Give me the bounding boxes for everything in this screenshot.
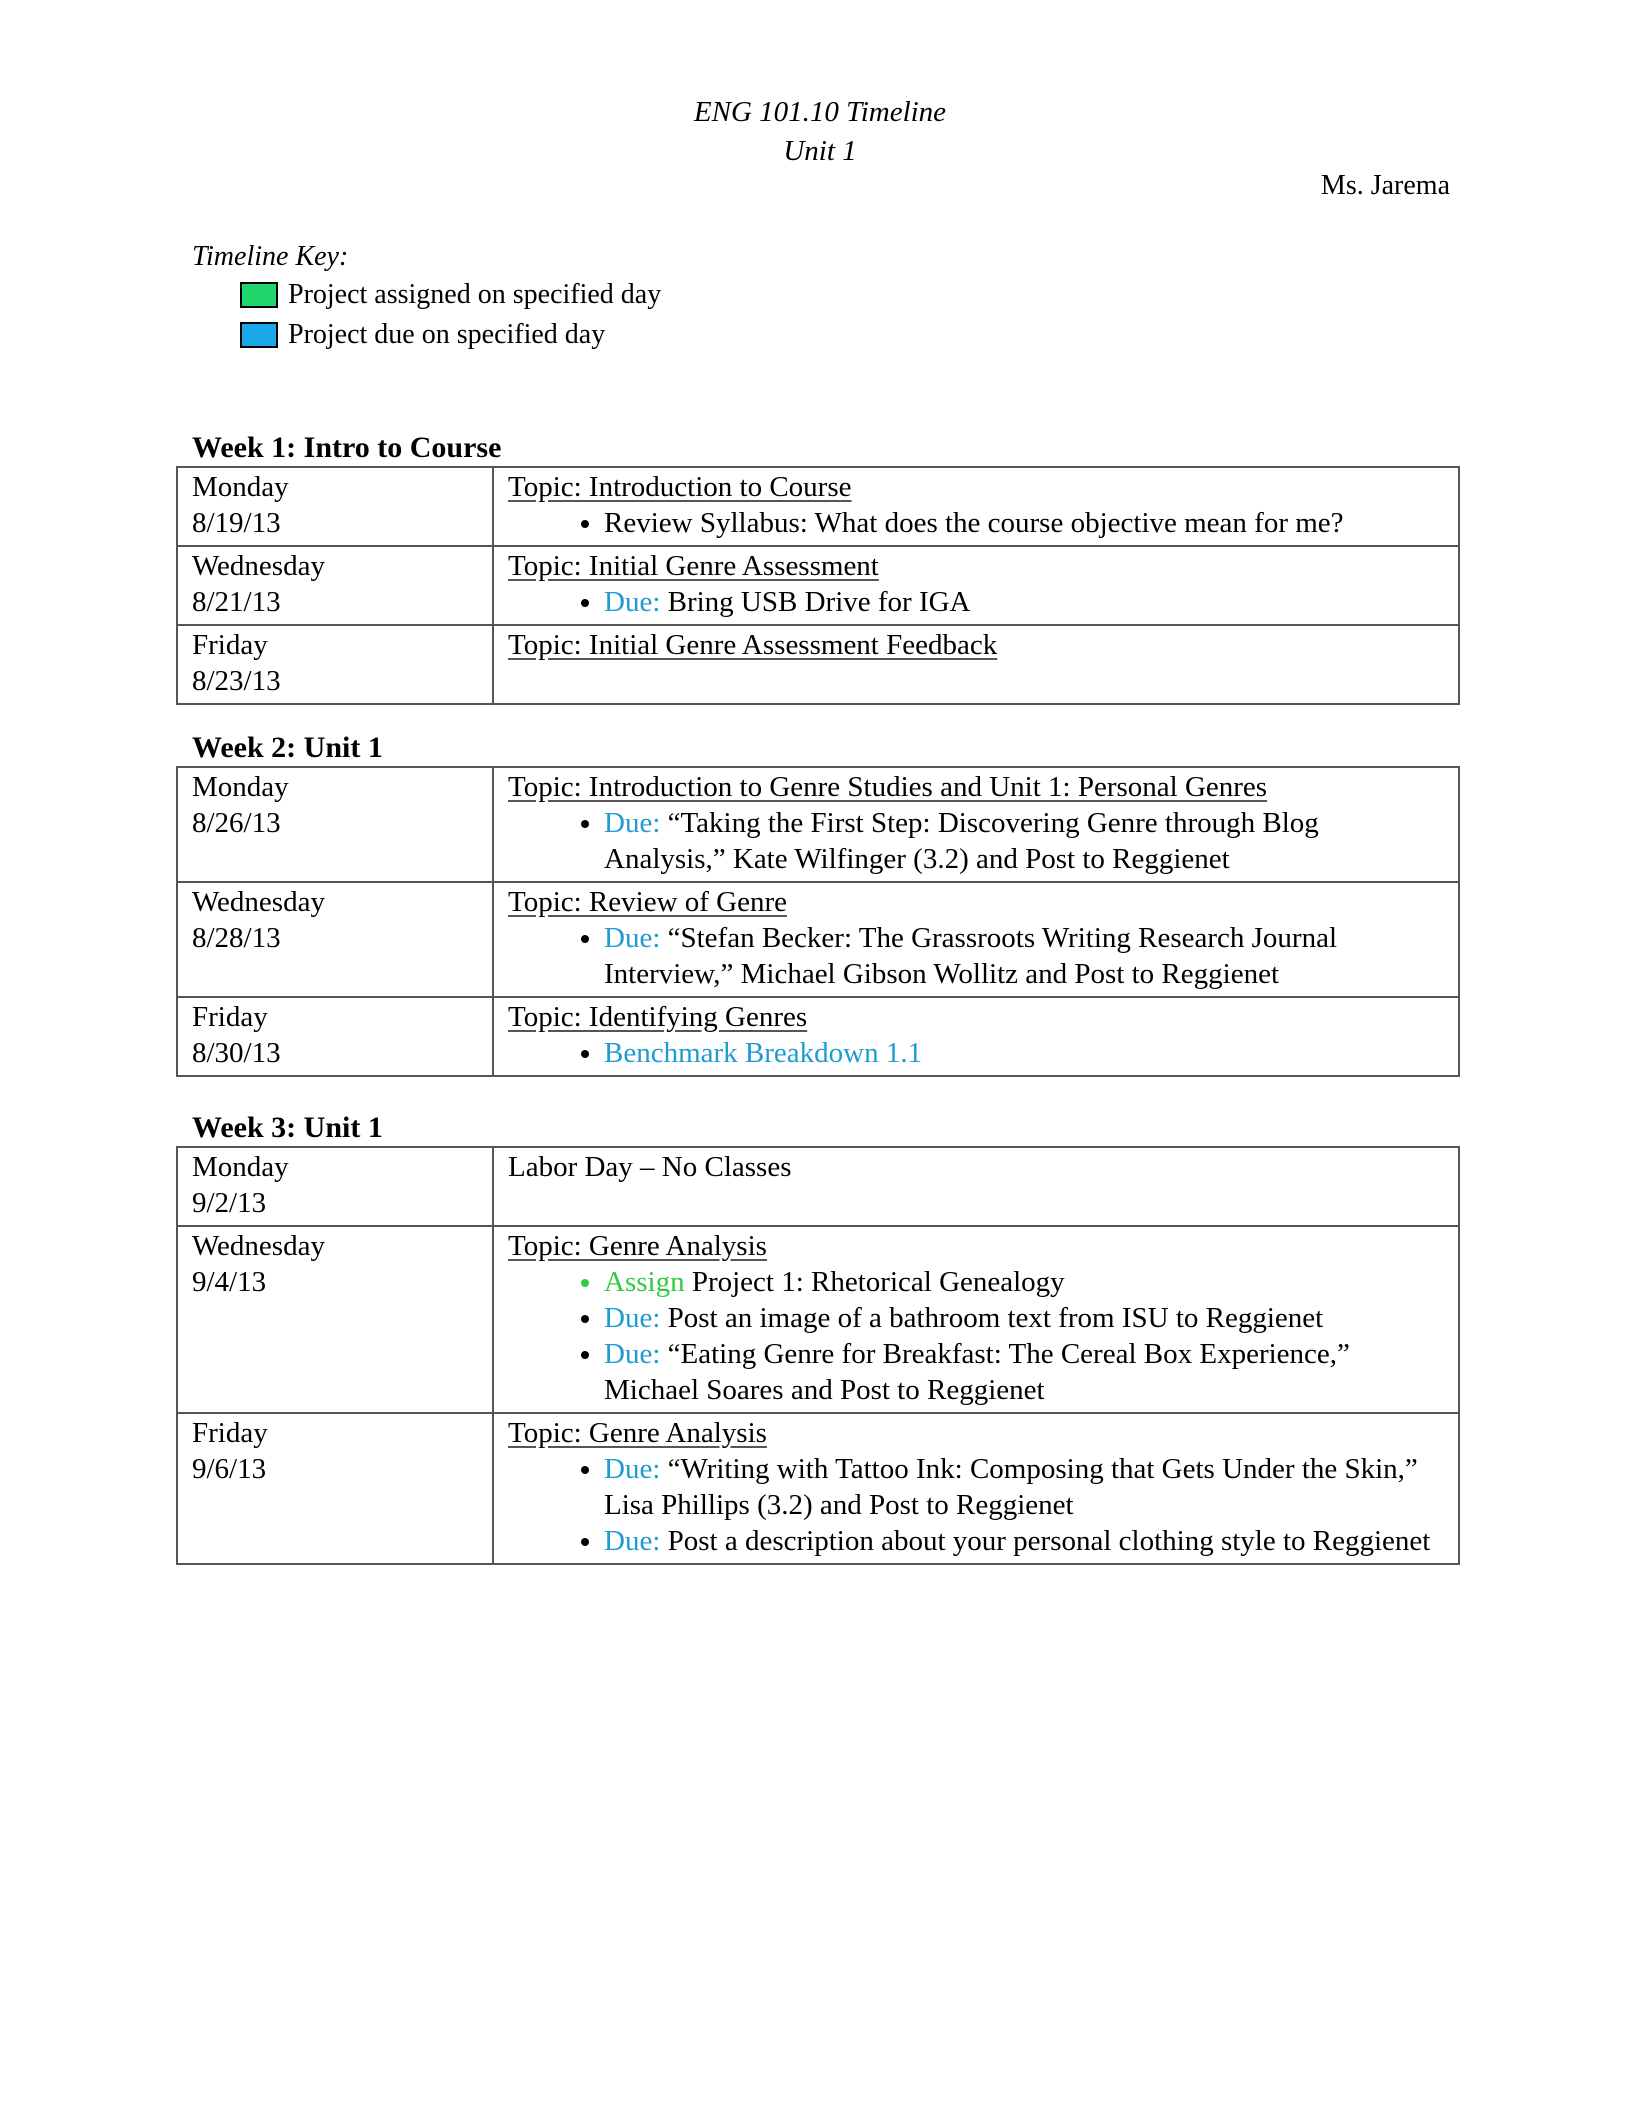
day-name: Monday (192, 1151, 289, 1183)
day-date: 8/26/13 (192, 807, 281, 839)
list-item (604, 1035, 1444, 1071)
content-cell (493, 625, 1459, 704)
day-date: 8/30/13 (192, 1037, 281, 1069)
content-cell (493, 997, 1459, 1076)
item-text: Post a description about your personal clothing style to Reggienet (660, 1525, 1431, 1557)
item-text: “Stefan Becker: The Grassroots Writing Research Journal Interview,” Michael Gibson Wollitz and Post to Reggienet (604, 922, 1338, 990)
table-row (177, 882, 1459, 997)
item-text: Project 1: Rhetorical Genealogy (684, 1266, 1065, 1298)
list-item (604, 805, 1444, 877)
day-cell (177, 625, 493, 704)
key-due (240, 318, 605, 352)
content-cell (493, 767, 1459, 882)
due-tag: Due: (604, 586, 661, 618)
day-date: 9/6/13 (192, 1453, 267, 1485)
week-heading: Week 1: Intro to Course (192, 431, 502, 464)
item-text: “Eating Genre for Breakfast: The Cereal Box Experience,” Michael Soares and Post to Reggienet (604, 1338, 1350, 1406)
key-assigned (240, 278, 661, 312)
schedule-table (176, 766, 1460, 1077)
green-swatch-icon (240, 282, 278, 308)
list-item (604, 1264, 1444, 1300)
day-date: 9/2/13 (192, 1187, 267, 1219)
benchmark-link[interactable]: Benchmark Breakdown 1.1 (604, 1037, 923, 1069)
content-cell (493, 467, 1459, 546)
day-cell (177, 882, 493, 997)
item-text: Bring USB Drive for IGA (660, 586, 971, 618)
table-row (177, 1413, 1459, 1564)
schedule-table (176, 466, 1460, 705)
day-cell (177, 1226, 493, 1413)
content-cell (493, 1226, 1459, 1413)
instructor-name: Ms. Jarema (1320, 170, 1450, 201)
list-item (604, 584, 1444, 620)
day-date: 8/19/13 (192, 507, 281, 539)
due-tag: Due: (604, 1338, 661, 1370)
list-item (604, 1336, 1444, 1408)
assign-tag: Assign (604, 1266, 685, 1298)
day-date: 8/21/13 (192, 586, 281, 618)
item-text: “Writing with Tattoo Ink: Composing that Gets Under the Skin,” Lisa Phillips (3.2) and Post to Reggienet (604, 1453, 1418, 1521)
schedule-table (176, 1146, 1460, 1565)
topic-line: Topic: Introduction to Course (508, 471, 852, 503)
timeline-key-title: Timeline Key: (192, 241, 349, 272)
topic-line: Topic: Initial Genre Assessment (508, 550, 879, 582)
table-row (177, 625, 1459, 704)
key-due-label: Project due on specified day (288, 319, 606, 350)
day-name: Monday (192, 471, 289, 503)
day-cell (177, 1147, 493, 1226)
table-row (177, 546, 1459, 625)
item-text: Review Syllabus: What does the course objective mean for me? (604, 507, 1344, 539)
day-name: Friday (192, 1001, 268, 1033)
week-2 (176, 730, 1460, 1077)
content-cell (493, 882, 1459, 997)
day-name: Friday (192, 629, 268, 661)
topic-line: Topic: Genre Analysis (508, 1417, 767, 1449)
content-cell (493, 1413, 1459, 1564)
day-name: Wednesday (192, 886, 325, 918)
week-1 (176, 430, 1460, 705)
topic-line: Topic: Introduction to Genre Studies and Unit 1: Personal Genres (508, 771, 1268, 803)
day-date: 9/4/13 (192, 1266, 267, 1298)
due-tag: Due: (604, 922, 661, 954)
day-name: Wednesday (192, 1230, 325, 1262)
day-name: Monday (192, 771, 289, 803)
day-name: Wednesday (192, 550, 325, 582)
week-3 (176, 1110, 1460, 1565)
topic-line: Topic: Identifying Genres (508, 1001, 808, 1033)
day-cell (177, 467, 493, 546)
table-row (177, 1226, 1459, 1413)
document-title: ENG 101.10 Timeline (693, 96, 947, 128)
list-item (604, 1451, 1444, 1523)
due-tag: Due: (604, 1302, 661, 1334)
day-cell (177, 997, 493, 1076)
item-text: Post an image of a bathroom text from ISU to Reggienet (660, 1302, 1324, 1334)
document-subtitle: Unit 1 (783, 135, 857, 167)
due-tag: Due: (604, 1453, 661, 1485)
week-heading: Week 2: Unit 1 (192, 731, 383, 764)
topic-line: Topic: Genre Analysis (508, 1230, 767, 1262)
content-cell (493, 1147, 1459, 1226)
item-text: “Taking the First Step: Discovering Genre through Blog Analysis,” Kate Wilfinger (3.2) and Post to Reggienet (604, 807, 1319, 875)
due-tag: Due: (604, 807, 661, 839)
table-row (177, 767, 1459, 882)
list-item (604, 505, 1444, 541)
content-cell (493, 546, 1459, 625)
table-row (177, 1147, 1459, 1226)
key-assigned-label: Project assigned on specified day (288, 279, 662, 310)
list-item (604, 920, 1444, 992)
topic-line: Topic: Initial Genre Assessment Feedback (508, 629, 998, 661)
day-cell (177, 546, 493, 625)
plain-note: Labor Day – No Classes (508, 1151, 792, 1183)
day-name: Friday (192, 1417, 268, 1449)
day-cell (177, 1413, 493, 1564)
list-item (604, 1523, 1444, 1559)
day-date: 8/28/13 (192, 922, 281, 954)
due-tag: Due: (604, 1525, 661, 1557)
day-cell (177, 767, 493, 882)
blue-swatch-icon (240, 322, 278, 348)
topic-line: Topic: Review of Genre (508, 886, 788, 918)
table-row (177, 467, 1459, 546)
week-heading: Week 3: Unit 1 (192, 1111, 383, 1144)
table-row (177, 997, 1459, 1076)
day-date: 8/23/13 (192, 665, 281, 697)
list-item (604, 1300, 1444, 1336)
